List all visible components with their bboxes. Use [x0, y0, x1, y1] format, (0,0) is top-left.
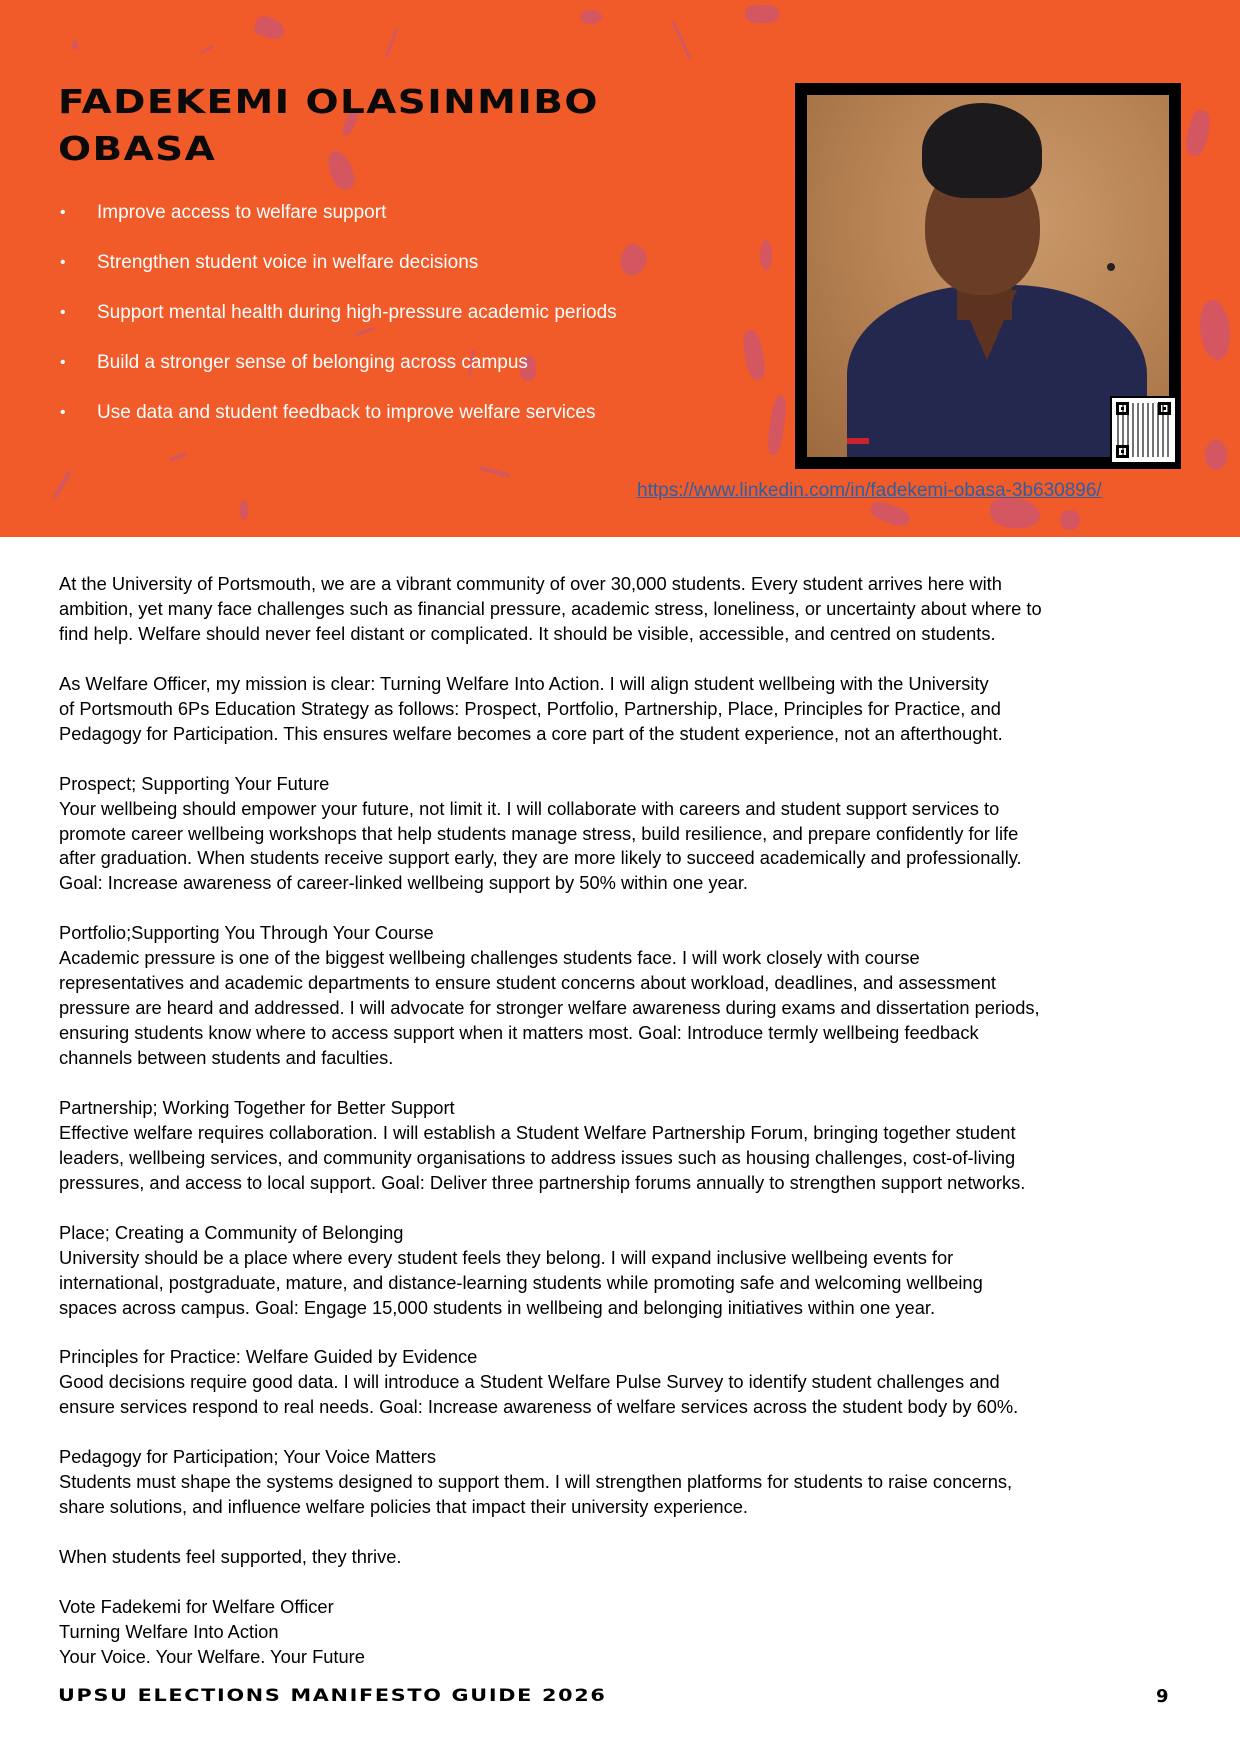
pledge-item: [56, 398, 617, 448]
splatter-decoration: [480, 466, 510, 478]
section-pedagogy: [59, 1445, 1189, 1520]
hero-banner: [0, 0, 1240, 537]
splatter-decoration: [1183, 108, 1212, 157]
pledge-item: [56, 348, 617, 398]
text-line: share solutions, and influence welfare policies that impact their university experience.: [59, 1496, 748, 1518]
splatter-decoration: [766, 394, 788, 455]
footer-title: UPSU ELECTIONS MANIFESTO GUIDE 2026: [58, 1686, 607, 1706]
bullet-icon: •: [60, 354, 66, 371]
text-line: spaces across campus. Goal: Engage 15,000 students in wellbeing and belonging initiatives within one year.: [59, 1296, 936, 1318]
section-heading: Place; Creating a Community of Belonging: [59, 1221, 404, 1243]
closing-statement: [59, 1545, 1189, 1570]
section-heading: Prospect; Supporting Your Future: [59, 772, 330, 794]
section-heading: Pedagogy for Participation; Your Voice Matters: [59, 1446, 437, 1468]
text-line: Turning Welfare Into Action: [59, 1620, 279, 1642]
qr-finder-pattern: [1116, 445, 1129, 458]
text-line: after graduation. When students receive support early, they are more likely to succeed academically and professionally.: [59, 847, 1022, 869]
text-line: leaders, wellbeing services, and community organisations to address issues such as housing challenges, cost-of-living: [59, 1146, 1016, 1168]
section-heading: Portfolio;Supporting You Through Your Course: [59, 922, 434, 944]
splatter-decoration: [990, 498, 1040, 528]
splatter-decoration: [1060, 510, 1080, 530]
text-line: Effective welfare requires collaboration. I will establish a Student Welfare Partnership Forum, bringing together student: [59, 1121, 1016, 1143]
bullet-icon: •: [60, 254, 66, 271]
section-place: [59, 1221, 1189, 1321]
splatter-decoration: [53, 471, 71, 499]
text-line: As Welfare Officer, my mission is clear: Turning Welfare Into Action. I will align student wellbeing with the University: [59, 672, 989, 694]
text-line: Your wellbeing should empower your future, not limit it. I will collaborate with careers and student support services to: [59, 797, 1000, 819]
splatter-decoration: [868, 499, 912, 530]
splatter-decoration: [200, 45, 214, 55]
pledge-item: [56, 248, 617, 298]
splatter-decoration: [252, 13, 287, 42]
text-line: pressure are heard and addressed. I will advocate for stronger welfare awareness during exams and dissertation periods,: [59, 997, 1040, 1019]
splatter-decoration: [1205, 440, 1227, 470]
pledge-text: Support mental health during high-pressure academic periods: [97, 302, 617, 323]
section-portfolio: [59, 921, 1189, 1071]
section-principles: [59, 1345, 1189, 1420]
text-line: pressures, and access to local support. Goal: Deliver three partnership forums annually to strengthen support networks.: [59, 1171, 1026, 1193]
splatter-decoration: [580, 10, 602, 24]
text-line: When students feel supported, they thrive.: [59, 1546, 402, 1568]
text-line: promote career wellbeing workshops that help students manage stress, build resilience, and prepare confidently for life: [59, 822, 1019, 844]
page-number: 9: [1156, 1686, 1169, 1707]
text-line: find help. Welfare should never feel distant or complicated. It should be visible, accessible, and centred on students.: [59, 622, 996, 644]
text-line: At the University of Portsmouth, we are a vibrant community of over 30,000 students. Every student arrives here with: [59, 573, 1002, 594]
text-line: ensure services respond to real needs. Goal: Increase awareness of welfare services across the student body by 60%.: [59, 1396, 1019, 1418]
splatter-decoration: [240, 500, 248, 520]
splatter-decoration: [1200, 300, 1230, 360]
signoff: [59, 1595, 1189, 1670]
pledge-text: Improve access to welfare support: [97, 202, 387, 223]
qr-finder-pattern: [1116, 402, 1129, 415]
photographer-watermark-icon: [1107, 263, 1115, 271]
candidate-name: [58, 78, 884, 172]
text-line: Academic pressure is one of the biggest wellbeing challenges students face. I will work closely with course: [59, 947, 920, 969]
text-line: ensuring students know where to access support when it matters most. Goal: Introduce termly wellbeing feedback: [59, 1022, 979, 1044]
intro-paragraph: [59, 572, 1189, 647]
candidate-name-line2: OBASA: [58, 129, 217, 168]
pledge-item: [56, 298, 617, 348]
splatter-decoration: [760, 240, 772, 270]
portrait-accent: [847, 438, 869, 444]
section-partnership: [59, 1096, 1189, 1196]
splatter-decoration: [385, 28, 398, 57]
text-line: Good decisions require good data. I will introduce a Student Welfare Pulse Survey to identify student challenges and: [59, 1371, 1000, 1393]
text-line: of Portsmouth 6Ps Education Strategy as follows: Prospect, Portfolio, Partnership, Place, Principles for Practice, and: [59, 697, 1001, 719]
mission-paragraph: [59, 672, 1189, 747]
pledge-text: Use data and student feedback to improve welfare services: [97, 402, 596, 423]
pledge-text: Build a stronger sense of belonging across campus: [97, 352, 528, 373]
text-line: representatives and academic departments to ensure student concerns about workload, deadlines, and assessment: [59, 972, 996, 994]
portrait-hair: [922, 103, 1042, 198]
key-pledges-list: [56, 198, 617, 448]
text-line: Vote Fadekemi for Welfare Officer: [59, 1595, 334, 1617]
bullet-icon: •: [60, 304, 66, 321]
section-heading: Partnership; Working Together for Better Support: [59, 1096, 455, 1118]
pledge-text: Strengthen student voice in welfare decisions: [97, 252, 479, 273]
pledge-item: [56, 198, 617, 248]
bullet-icon: •: [60, 204, 66, 221]
manifesto-body: [59, 572, 1189, 1695]
linkedin-link[interactable]: https://www.linkedin.com/in/fadekemi-obasa-3b630896/: [637, 480, 1102, 501]
text-line: Pedagogy for Participation. This ensures welfare becomes a core part of the student experience, not an afterthought.: [59, 722, 1003, 744]
portrait-lapel: [957, 290, 1017, 360]
text-line: Goal: Increase awareness of career-linked wellbeing support by 50% within one year.: [59, 872, 748, 894]
text-line: ambition, yet many face challenges such as financial pressure, academic stress, loneliness, or uncertainty about where to: [59, 597, 1042, 619]
splatter-decoration: [741, 329, 767, 381]
splatter-decoration: [745, 5, 779, 23]
bullet-icon: •: [60, 404, 66, 421]
text-line: Your Voice. Your Welfare. Your Future: [59, 1645, 365, 1667]
text-line: international, postgraduate, mature, and distance-learning students while promoting safe and welcoming wellbeing: [59, 1271, 983, 1293]
splatter-decoration: [672, 21, 692, 59]
candidate-name-line1: FADEKEMI OLASINMIBO: [58, 82, 599, 121]
section-prospect: [59, 772, 1189, 897]
splatter-decoration: [72, 40, 78, 50]
section-heading: Principles for Practice: Welfare Guided by Evidence: [59, 1346, 478, 1368]
qr-code-icon[interactable]: [1110, 396, 1177, 464]
text-line: Students must shape the systems designed to support them. I will strengthen platforms for students to raise concerns,: [59, 1471, 1013, 1493]
splatter-decoration: [614, 240, 653, 279]
text-line: channels between students and faculties.: [59, 1047, 394, 1069]
splatter-decoration: [170, 452, 186, 461]
text-line: University should be a place where every student feels they belong. I will expand inclusive wellbeing events for: [59, 1246, 954, 1268]
qr-finder-pattern: [1158, 402, 1171, 415]
